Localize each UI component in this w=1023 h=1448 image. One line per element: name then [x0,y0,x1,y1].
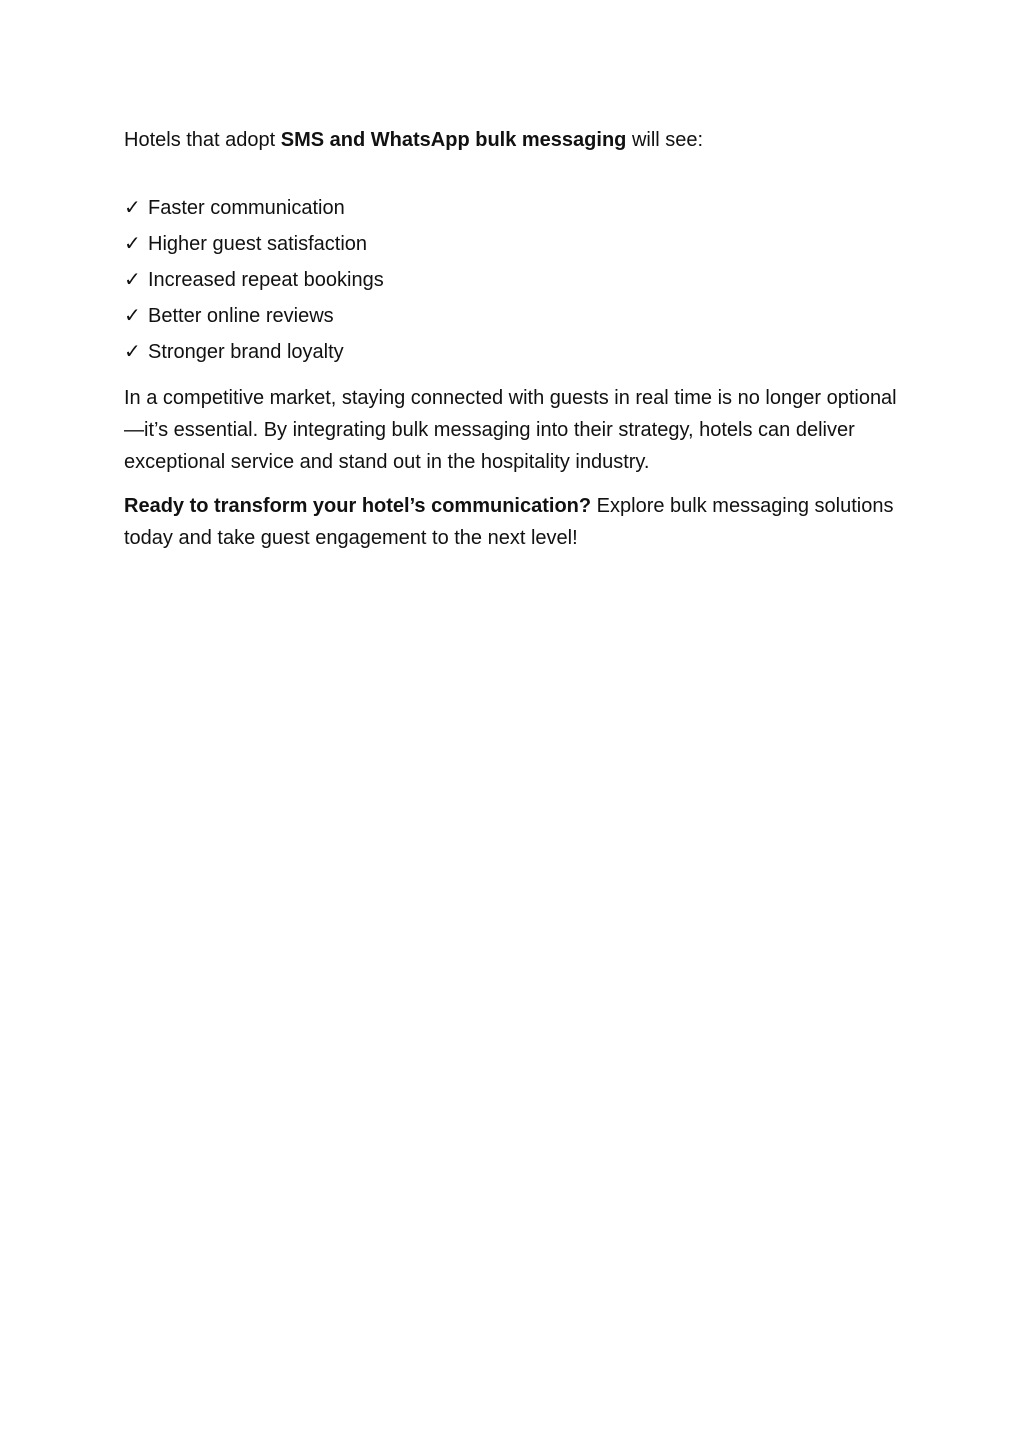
checkmark-icon: ✓ [124,303,141,327]
list-item [124,334,914,370]
intro-paragraph [124,124,914,156]
list-item [124,226,914,262]
checkmark-icon: ✓ [124,267,141,291]
benefit-label: Increased repeat bookings [148,269,384,291]
benefit-label: Higher guest satisfaction [148,233,368,255]
benefits-checklist [124,190,914,370]
intro-text-before: Hotels that adopt [124,129,281,151]
checkmark-icon: ✓ [124,195,141,219]
cta-text: Explore bulk messaging solutions today and take guest engagement to the next level! [124,495,894,549]
checkmark-icon: ✓ [124,231,141,255]
list-item [124,298,914,334]
call-to-action-paragraph [124,490,914,554]
list-item [124,262,914,298]
benefit-label: Better online reviews [148,305,334,327]
document-content [124,124,914,554]
body-paragraph: In a competitive market, staying connected with guests in real time is no longer optional—it’s essential. By integrating bulk messaging into their strategy, hotels can deliver exceptional service and stand out in the hospitality industry. [124,387,897,473]
benefit-label: Faster communication [148,197,345,219]
intro-text-after: will see: [626,129,704,151]
checkmark-icon: ✓ [124,339,141,363]
intro-bold-text: SMS and WhatsApp bulk messaging [280,129,627,151]
benefit-label: Stronger brand loyalty [148,341,344,363]
list-item [124,190,914,226]
cta-bold-text: Ready to transform your hotel’s communication? [124,495,592,517]
